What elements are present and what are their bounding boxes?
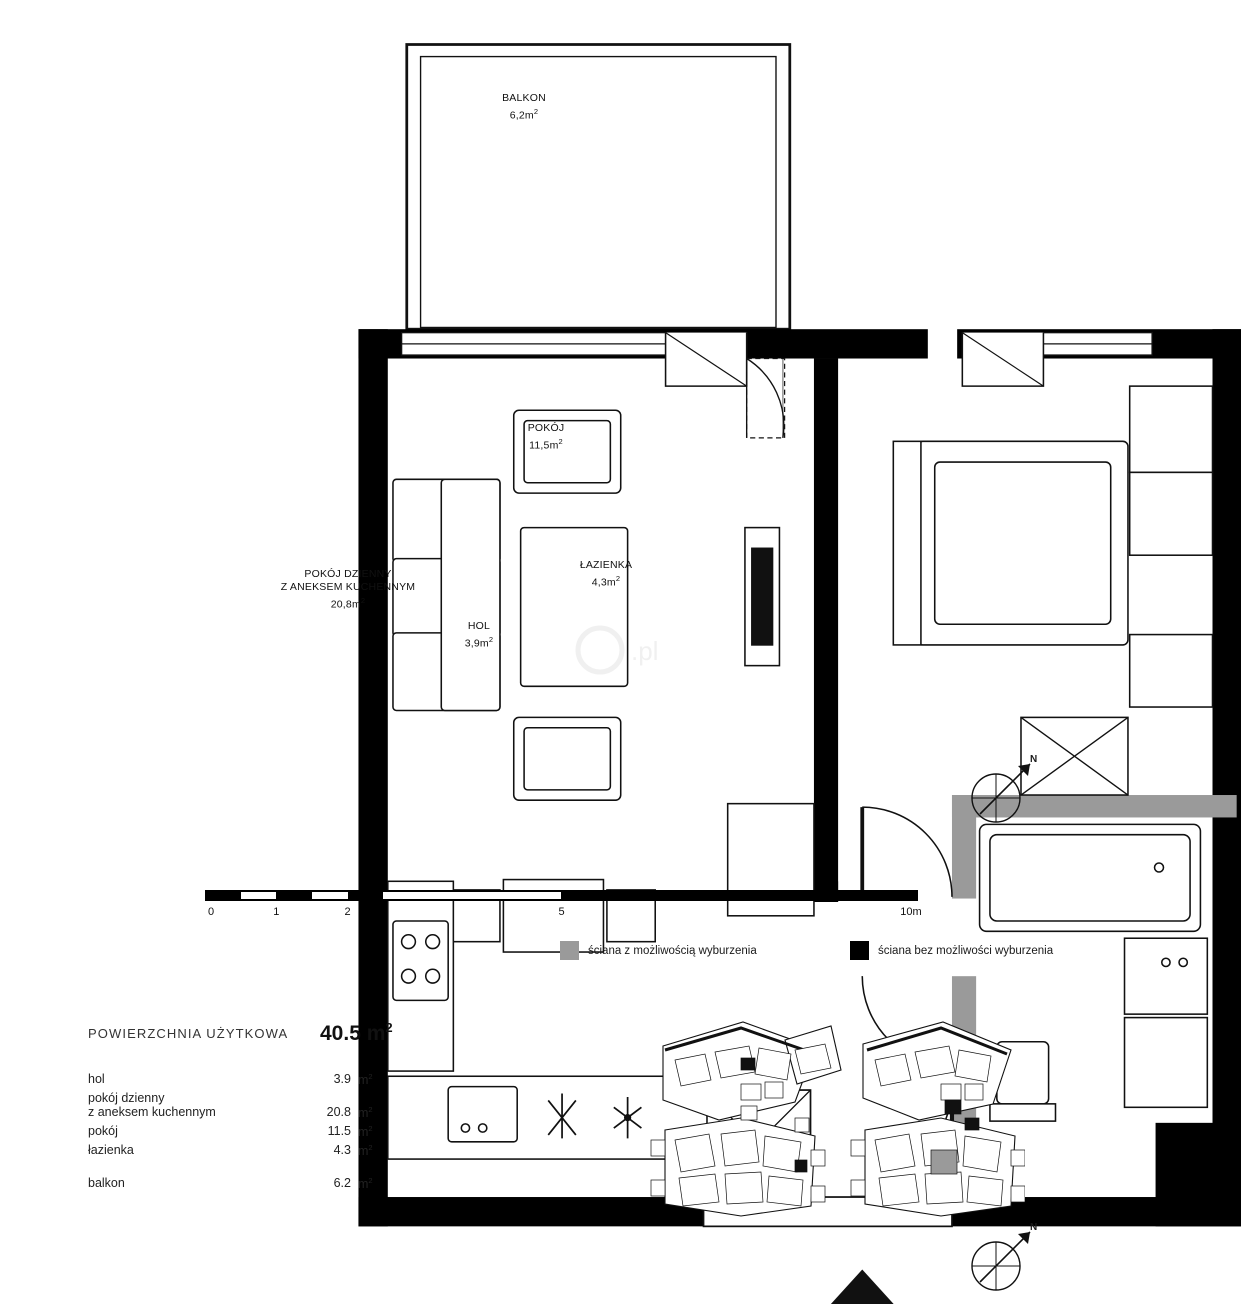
legend-item-structural-wall — [850, 941, 1053, 960]
unit-m2: $m^2$ — [358, 1143, 373, 1159]
unit-m2: $m^2$ — [358, 1105, 373, 1121]
watermark-logo — [565, 620, 695, 680]
summary-total: 40.5 $m^2$ — [320, 1020, 393, 1045]
summary-title: POWIERZCHNIA UŻYTKOWA — [88, 1026, 289, 1041]
key-plans — [645, 1010, 1025, 1225]
unit-m2: $m^2$ — [358, 1072, 373, 1088]
summary-row-lazienka: łazienka 4.3 $m^2$ — [88, 1143, 373, 1159]
svg-text:.pl: .pl — [631, 636, 659, 666]
room-label-balkon: BALKON $6,2m^2$ — [502, 92, 546, 122]
summary-rows — [88, 1072, 418, 1195]
summary-row-living-line2: z aneksem kuchennym 20.8 $m^2$ — [88, 1105, 373, 1121]
summary-row-balkon: balkon 6.2 $m^2$ — [88, 1176, 373, 1192]
building-keyplan-left — [651, 1022, 841, 1216]
scale-tick-10: 10m — [900, 906, 922, 918]
compass-icon: N — [960, 750, 1050, 830]
summary-row-hol: hol 3.9 $m^2$ — [88, 1072, 373, 1088]
room-label-lazienka: ŁAZIENKA $4,3m^2$ — [579, 559, 633, 589]
unit-m2: $m^2$ — [358, 1124, 373, 1140]
scale-bar — [205, 890, 922, 930]
compass-icon-lower: N — [960, 1222, 1050, 1294]
room-label-pokoj-dzienny: POKÓJ DZIENNY Z ANEKSEM KUCHENNYM $20,8m^2$ — [280, 568, 416, 611]
scale-tick-5: 5 — [558, 906, 565, 918]
summary-spacer — [88, 1162, 418, 1176]
building-keyplan-right — [851, 1022, 1025, 1216]
legend-swatch-black — [850, 941, 869, 960]
scale-seg-white-3 — [383, 892, 561, 899]
summary-row-pokoj: pokój 11.5 $m^2$ — [88, 1124, 373, 1140]
entrance-arrow-icon — [828, 1269, 897, 1304]
legend-swatch-grey — [560, 941, 579, 960]
room-label-pokoj: POKÓJ $11,5m^2$ — [527, 422, 565, 452]
summary-row-living-line1: pokój dzienny — [88, 1091, 165, 1105]
scale-tick-0: 0 — [207, 906, 215, 918]
key-plan-drawing — [645, 1010, 1025, 1225]
scale-seg-white-1 — [241, 892, 277, 899]
legend-label-structural: ściana bez możliwości wyburzenia — [878, 944, 1054, 957]
legend-item-removable-wall — [560, 941, 757, 960]
room-label-hol: HOL $3,9m^2$ — [464, 620, 494, 650]
legend-label-removable: ściana z możliwością wyburzenia — [588, 944, 757, 957]
unit-m2: $m^2$ — [358, 1176, 373, 1192]
scale-seg-white-2 — [312, 892, 348, 899]
scale-tick-2: 2 — [344, 906, 351, 918]
legend — [560, 941, 1160, 965]
scale-tick-1: 1 — [273, 906, 280, 918]
